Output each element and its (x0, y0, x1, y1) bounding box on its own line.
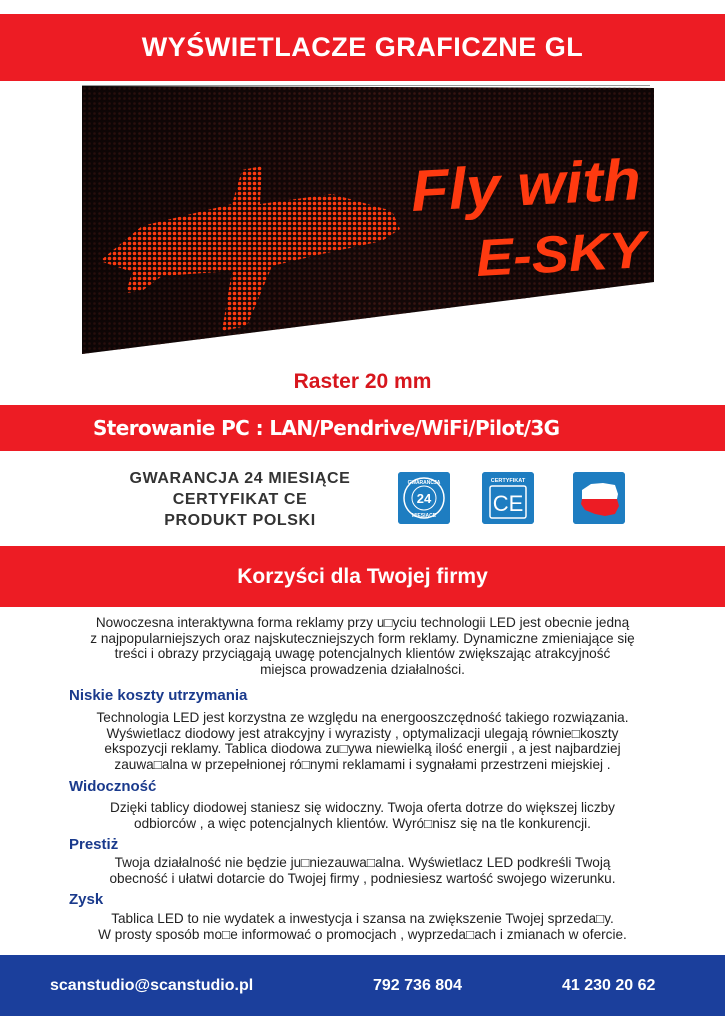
guarantee-line-2: CERTYFIKAT CE (172, 491, 308, 508)
warranty-badge-bottom: MIESIĄCE (411, 513, 437, 519)
section-text-prestige (0, 855, 725, 886)
section-heading-prestige: Prestiż (69, 836, 119, 853)
page-title: WYŚWIETLACZE GRAFICZNE GL (141, 32, 584, 62)
section-text-costs (0, 710, 725, 772)
section-heading-costs: Niskie koszty utrzymania (69, 687, 248, 704)
led-display-photo (82, 86, 656, 354)
text-line: W prosty sposób mo□e informować o promocjach , wyprzeda□ach i zmianach w ofercie. (98, 926, 627, 942)
text-line: Twoja działalność nie będzie ju□niezauwa□alna. Wyświetlacz LED podkreśli Twoją (114, 855, 611, 870)
footer-phone-mobile[interactable]: 792 736 804 (373, 977, 462, 994)
guarantee-line-1: GWARANCJA 24 MIESIĄCE (129, 470, 351, 487)
ce-mark: CE (492, 491, 524, 516)
poland-map-icon (573, 472, 625, 524)
text-line: odbiorców , a więc potencjalnych klientów. Wyró□nisz się na tle konkurencji. (134, 815, 591, 831)
text-line: Technologia LED jest korzystna ze względu na energooszczędność takiego rozwiązania. (96, 710, 629, 725)
intro-line: treści i obrazy przyciągają uwagę potencjalnych klientów zwiększając atrakcyjność (114, 646, 611, 662)
footer-bar (0, 955, 725, 1016)
footer-email-link[interactable]: scanstudio@scanstudio.pl (50, 977, 254, 994)
intro-line: miejsca prowadzenia działalności. (260, 661, 465, 677)
text-line: Wyświetlacz diodowy jest atrakcyjny i wyrazisty , optymalizacji ulegają równie□koszty (106, 725, 619, 741)
intro-line: Nowoczesna interaktywna forma reklamy przy u□yciu technologii LED jest obecnie jedną (95, 615, 630, 630)
intro-paragraph (0, 615, 725, 677)
section-text-profit (0, 911, 725, 942)
ce-badge-label: CERTYFIKAT (490, 478, 526, 484)
text-line: zauwa□alna w przepełnionej ró□nymi reklamami i sygnałami przestrzeni miejskiej . (114, 756, 611, 772)
text-line: ekspozycji reklamy. Tablica diodowa zu□ywa niewielką ilość energii , a jest najbardziej (104, 741, 621, 757)
warranty-badge (398, 472, 450, 524)
guarantee-block (90, 468, 390, 531)
text-line: Dzięki tablicy diodowej staniesz się widoczny. Twoja oferta dotrze do większej liczby (110, 800, 615, 815)
warranty-badge-number: 24 (416, 491, 432, 506)
text-line: obecność i ułatwi dotarcie do Twojej firmy , podniesiesz wartość swojego wizerunku. (109, 870, 616, 886)
footer-phone-landline[interactable]: 41 230 20 62 (562, 977, 656, 994)
raster-label: Raster 20 mm (293, 370, 432, 393)
display-line-2: E-SKY (474, 221, 637, 288)
display-line-1: Fly with (409, 147, 629, 224)
top-banner (0, 14, 725, 81)
control-bar (0, 405, 725, 451)
ce-certificate-badge (482, 472, 534, 524)
warranty-badge-top: GWARANCJA (407, 480, 441, 486)
control-text: Sterowanie PC : LAN/Pendrive/WiFi/Pilot/3G (93, 416, 560, 440)
intro-line: z najpopularniejszych oraz najskuteczniejszych form reklamy. Dynamiczne zmieniające się (90, 630, 635, 646)
guarantee-line-3: PRODUKT POLSKI (164, 512, 316, 529)
section-heading-visibility: Widoczność (69, 778, 157, 795)
text-line: Tablica LED to nie wydatek a inwestycja i szansa na zwiększenie Twojej sprzeda□y. (111, 911, 614, 926)
benefits-title: Korzyści dla Twojej firmy (237, 564, 488, 588)
section-text-visibility (0, 800, 725, 831)
section-heading-profit: Zysk (69, 891, 104, 908)
benefits-bar (0, 546, 725, 607)
